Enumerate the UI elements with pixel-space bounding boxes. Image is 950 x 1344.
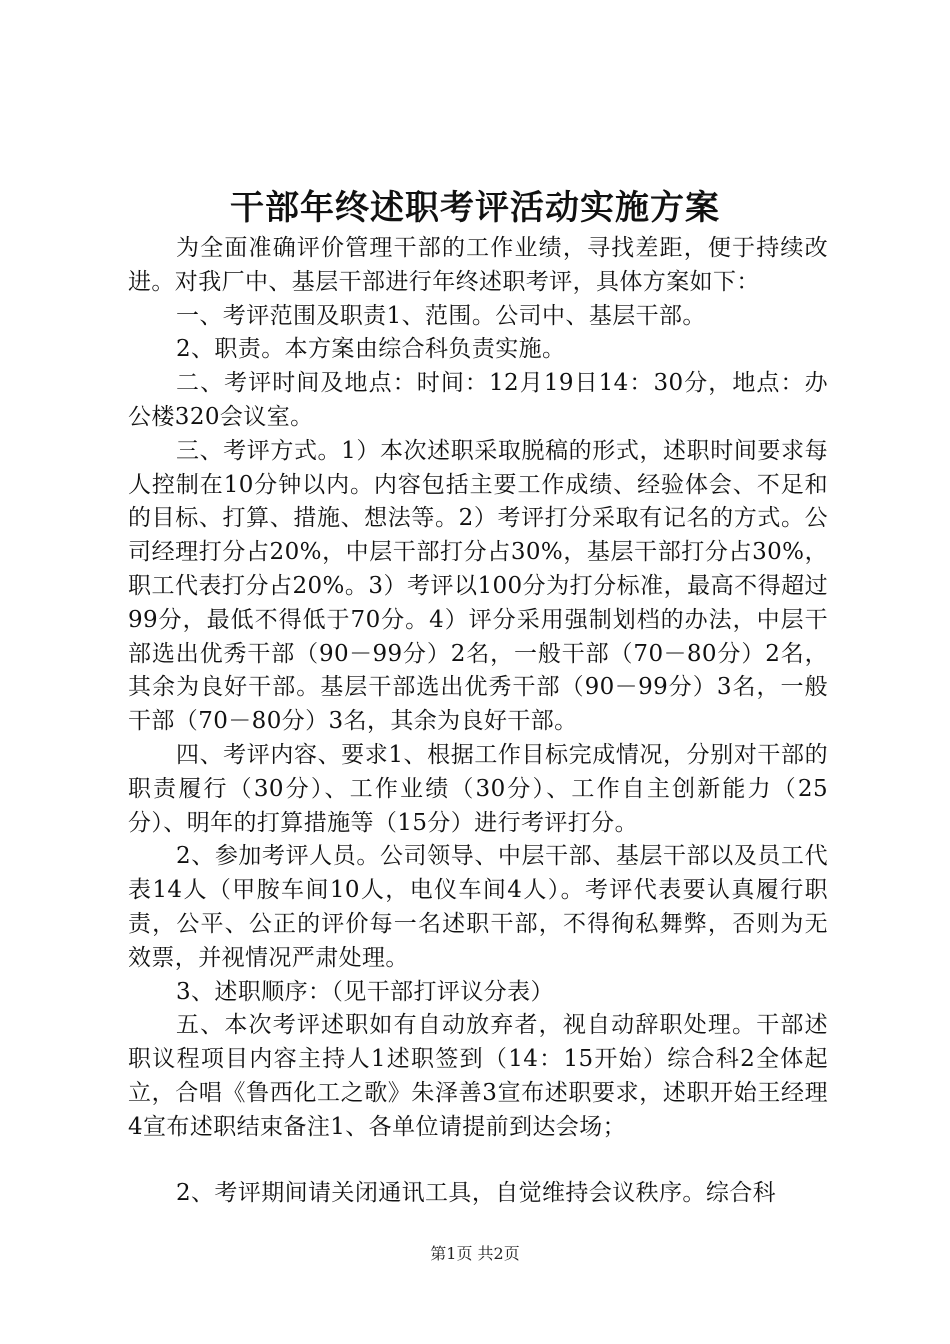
paragraph-agenda: 五、本次考评述职如有自动放弃者，视自动辞职处理。干部述职议程项目内容主持人1述职签到（14：15开始）综合科2全体起立，合唱《鲁西化工之歌》朱泽善3宣布述职要求，述职开始王经理4宣布述职结束备注1、各单位请提前到达会场；: [128, 1012, 828, 1140]
paragraph-method: 三、考评方式。1）本次述职采取脱稿的形式，述职时间要求每人控制在10分钟以内。内容包括主要工作成绩、经验体会、不足和的目标、打算、措施、想法等。2）考评打分采取有记名的方式。公司经理打分占20%，中层干部打分占30%，基层干部打分占30%，职工代表打分占20%。3）考评以100分为打分标准，最高不得超过99分，最低不得低于70分。4）评分采用强制划档的办法，中层干部选出优秀干部（90－99分）2名，一般干部（70－80分）2名，其余为良好干部。基层干部选出优秀干部（90－99分）3名，一般干部（70－80分）3名，其余为良好干部。: [128, 437, 828, 735]
paragraph-scope: 一、考评范围及职责1、范围。公司中、基层干部。: [176, 302, 706, 329]
paragraph-duty: 2、职责。本方案由综合科负责实施。: [176, 336, 566, 363]
document-title: 干部年终述职考评活动实施方案: [230, 188, 720, 228]
paragraph-participants: 2、参加考评人员。公司领导、中层干部、基层干部以及员工代表14人（甲胺车间10人，电仪车间4人）。考评代表要认真履行职责，公平、公正的评价每一名述职干部，不得徇私舞弊，否则为无效票，并视情况严肃处理。: [128, 843, 828, 971]
paragraph-discipline: 2、考评期间请关闭通讯工具，自觉维持会议秩序。综合科: [176, 1179, 777, 1206]
paragraph-order: 3、述职顺序：（见干部打评议分表）: [176, 978, 554, 1005]
page-footer: 第1页 共2页: [430, 1244, 520, 1263]
paragraph-intro: 为全面准确评价管理干部的工作业绩，寻找差距，便于持续改进。对我厂中、基层干部进行年终述职考评，具体方案如下：: [128, 235, 828, 295]
paragraph-content: 四、考评内容、要求1、根据工作目标完成情况，分别对干部的职责履行（30分）、工作业绩（30分）、工作自主创新能力（25分）、明年的打算措施等（15分）进行考评打分。: [128, 741, 828, 836]
document-body: [128, 232, 828, 1210]
paragraph-time-place: 二、考评时间及地点：时间：12月19日14：30分，地点：办公楼320会议室。: [128, 370, 828, 430]
